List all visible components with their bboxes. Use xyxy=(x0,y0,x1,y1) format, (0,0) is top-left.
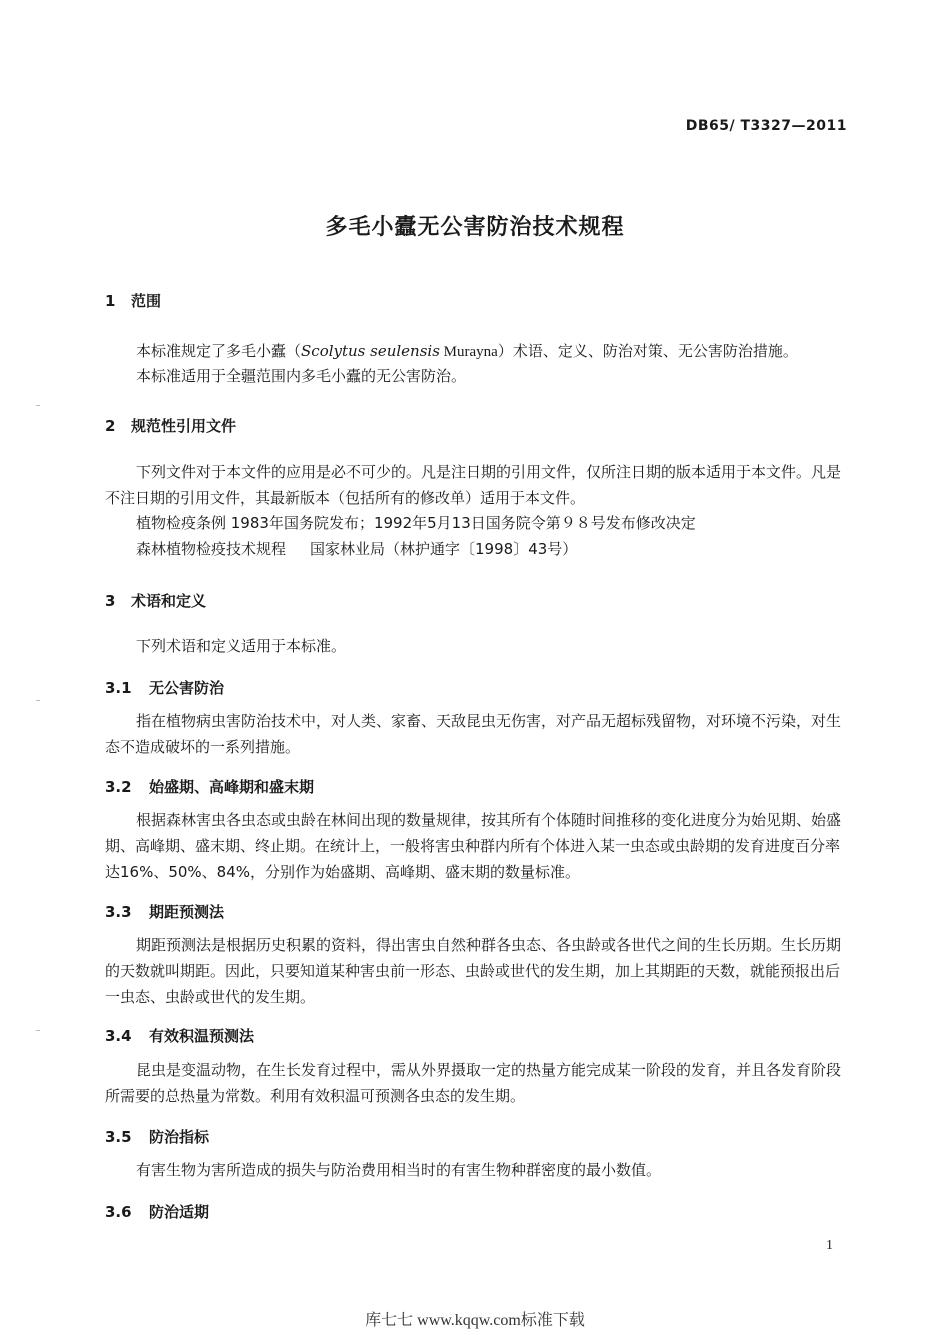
section-3-heading xyxy=(105,590,206,611)
text-run: ）术语、定义、防治对策、无公害防治措施。 xyxy=(497,342,798,360)
subsection-number: 3.1 xyxy=(105,679,132,697)
footer-watermark: 库七七 www.kqqw.com标准下载 xyxy=(365,1312,585,1329)
document-number: DB65/ T3327—2011 xyxy=(685,118,847,134)
reference-item-2 xyxy=(136,536,577,562)
subsection-3-4-heading xyxy=(105,1025,254,1046)
section-title: 范围 xyxy=(131,292,162,310)
section-title: 规范性引用文件 xyxy=(131,417,237,435)
section-title: 术语和定义 xyxy=(131,592,207,610)
subsection-3-3-heading xyxy=(105,901,224,922)
margin-mark xyxy=(36,405,40,406)
reference-item-1: 植物检疫条例 1983年国务院发布；1992年5月13日国务院令第９８号发布修改决定 xyxy=(136,514,696,532)
section-3-intro: 下列术语和定义适用于本标准。 xyxy=(136,637,347,655)
subsection-3-1-text: 指在植物病虫害防治技术中，对人类、家畜、天敌昆虫无伤害，对产品无超标残留物，对环境不污染，对生态不造成破坏的一系列措施。 xyxy=(105,712,842,756)
subsection-3-5-text: 有害生物为害所造成的损失与防治费用相当时的有害生物种群密度的最小数值。 xyxy=(136,1161,662,1179)
species-name: Scolytus seulensis xyxy=(301,342,440,360)
section-1-paragraph-1 xyxy=(136,338,798,365)
section-number: 1 xyxy=(105,292,116,310)
subsection-title: 有效积温预测法 xyxy=(149,1027,255,1045)
subsection-title: 始盛期、高峰期和盛末期 xyxy=(149,778,315,796)
page-number: 1 xyxy=(826,1238,833,1253)
subsection-number: 3.3 xyxy=(105,903,132,921)
text-run: 本标准规定了多毛小蠹（ xyxy=(136,342,302,360)
subsection-number: 3.2 xyxy=(105,778,132,796)
species-author: Murayna xyxy=(439,344,498,360)
subsection-3-5-heading xyxy=(105,1126,209,1147)
subsection-3-4-text: 昆虫是变温动物，在生长发育过程中，需从外界摄取一定的热量方能完成某一阶段的发育，并且各发育阶段所需要的总热量为常数。利用有效积温可预测各虫态的发生期。 xyxy=(105,1061,842,1105)
section-2-paragraph: 下列文件对于本文件的应用是必不可少的。凡是注日期的引用文件，仅所注日期的版本适用于本文件。凡是不注日期的引用文件，其最新版本（包括所有的修改单）适用于本文件。 xyxy=(105,463,842,507)
subsection-3-3-text: 期距预测法是根据历史积累的资料，得出害虫自然种群各虫态、各虫龄或各世代之间的生长历期。生长历期的天数就叫期距。因此，只要知道某种害虫前一形态、虫龄或世代的发生期，加上其期距的天数，就能预报出后一虫态、虫龄或世代的发生期。 xyxy=(105,936,842,1006)
subsection-3-2-text: 根据森林害虫各虫态或虫龄在林间出现的数量规律，按其所有个体随时间推移的变化进度分为始见期、始盛期、高峰期、盛末期、终止期。在统计上，一般将害虫种群内所有个体进入某一虫态或虫龄期的发育进度百分率达16%、50%、84%，分别作为始盛期、高峰期、盛末期的数量标准。 xyxy=(105,811,842,881)
section-2-heading xyxy=(105,415,236,436)
margin-mark xyxy=(36,700,40,701)
subsection-title: 期距预测法 xyxy=(149,903,225,921)
subsection-3-1-heading xyxy=(105,677,224,698)
subsection-title: 防治指标 xyxy=(149,1128,210,1146)
reference-name: 森林植物检疫技术规程 xyxy=(136,540,287,558)
subsection-3-2-heading xyxy=(105,776,314,797)
page-title: 多毛小蠹无公害防治技术规程 xyxy=(325,215,625,240)
subsection-3-6-heading xyxy=(105,1201,209,1222)
section-number: 3 xyxy=(105,592,116,610)
subsection-number: 3.5 xyxy=(105,1128,132,1146)
subsection-title: 无公害防治 xyxy=(149,679,225,697)
section-1-paragraph-2: 本标准适用于全疆范围内多毛小蠹的无公害防治。 xyxy=(136,367,467,385)
subsection-number: 3.4 xyxy=(105,1027,132,1045)
section-number: 2 xyxy=(105,417,116,435)
subsection-number: 3.6 xyxy=(105,1203,132,1221)
subsection-title: 防治适期 xyxy=(149,1203,210,1221)
margin-mark xyxy=(36,1030,40,1031)
section-1-heading xyxy=(105,290,161,311)
reference-source: 国家林业局（林护通字〔1998〕43号） xyxy=(310,540,578,558)
